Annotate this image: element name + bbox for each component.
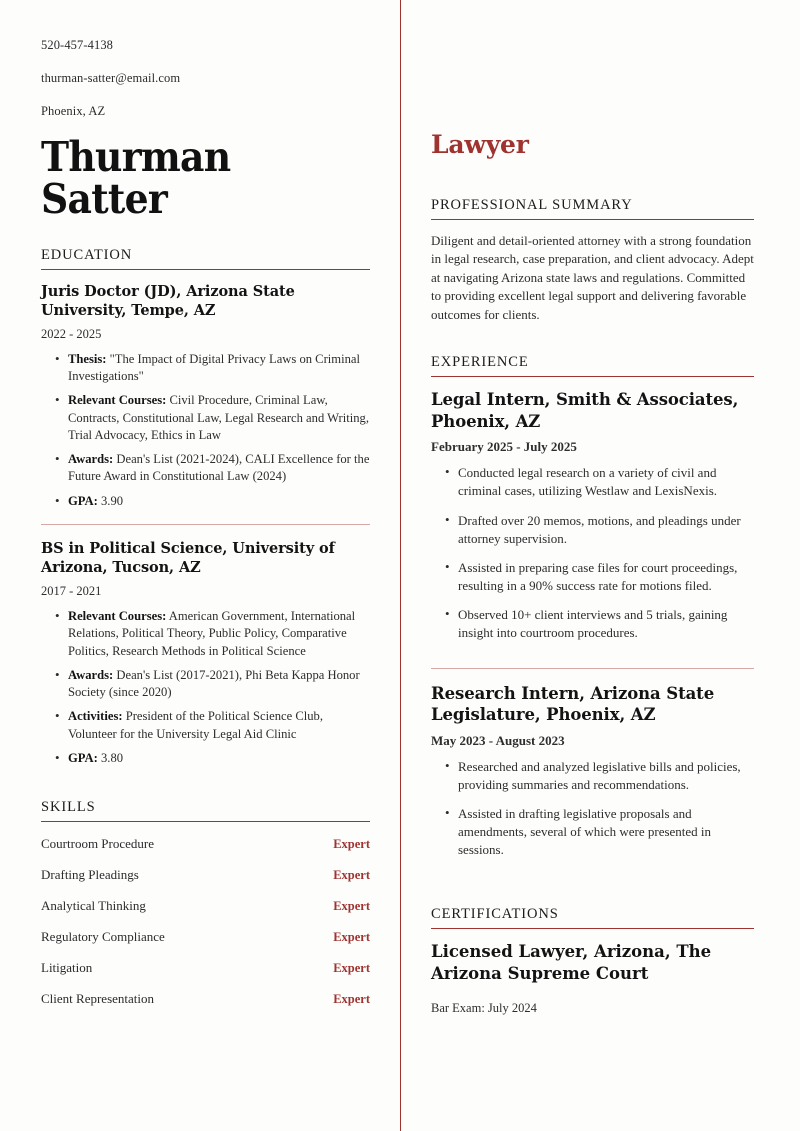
skill-row — [41, 952, 370, 983]
bullet-label: Activities: — [68, 709, 123, 724]
skill-level: Expert — [333, 991, 370, 1006]
bullet-label: GPA: — [68, 750, 98, 765]
bullet-label: Awards: — [68, 452, 114, 467]
skill-name: Drafting Pleadings — [41, 866, 139, 882]
bullet-text: Dean's List (2021-2024), CALI Excellence for the Future Award in Constitutional Law (2024) — [68, 452, 370, 484]
bullet-item — [445, 758, 754, 794]
right-column — [400, 0, 800, 1131]
candidate-last-name: Satter — [41, 174, 167, 223]
skill-name: Regulatory Compliance — [41, 928, 165, 944]
summary-section-header: PROFESSIONAL SUMMARY — [431, 197, 754, 220]
entry-date: 2022 - 2025 — [41, 326, 102, 341]
bullet-text: 3.90 — [97, 493, 124, 508]
job-title: Lawyer — [431, 130, 529, 159]
certifications-section-header: CERTIFICATIONS — [431, 906, 754, 929]
entry-title: Research Intern, Arizona State Legislature, Phoenix, AZ — [431, 683, 715, 725]
entry — [431, 389, 754, 663]
bullet-item — [55, 708, 370, 743]
entry-title: BS in Political Science, University of Arizona, Tucson, AZ — [41, 539, 335, 576]
skill-level: Expert — [333, 929, 370, 944]
skill-name: Litigation — [41, 959, 93, 975]
bullet-text: "The Impact of Digital Privacy Laws on Criminal Investigations" — [68, 351, 360, 384]
entry — [41, 282, 370, 520]
bullet-label: GPA: — [68, 493, 98, 508]
bullet-label: Awards: — [68, 667, 114, 682]
summary-text: Diligent and detail-oriented attorney with a strong foundation in legal research, case preparation, and client advocacy. Adept at navigating Arizona state laws and regulations. Committed to providing excellent legal support and delivering favorable outcomes for clients. — [431, 233, 754, 322]
skills-list — [41, 828, 370, 1014]
bullet-label: Relevant Courses: — [68, 393, 167, 408]
skill-name: Client Representation — [41, 990, 155, 1006]
bullet-item — [55, 667, 370, 702]
skills-section — [41, 799, 370, 1014]
skill-level: Expert — [333, 960, 370, 975]
entry-bullet-list — [445, 758, 754, 860]
summary-section — [431, 197, 754, 324]
entry-date: 2017 - 2021 — [41, 584, 102, 599]
bullet-item — [55, 351, 370, 386]
entry-date: February 2025 - July 2025 — [431, 439, 577, 455]
certification-entry — [431, 941, 754, 1016]
entry-bullet-list — [55, 351, 370, 510]
skills-section-header: SKILLS — [41, 799, 370, 822]
entry-bullet-list — [55, 608, 370, 767]
bullet-item — [55, 451, 370, 486]
skill-row — [41, 983, 370, 1014]
experience-section-header: EXPERIENCE — [431, 354, 754, 377]
bullet-item — [445, 464, 754, 500]
skill-level: Expert — [333, 867, 370, 882]
skill-row — [41, 890, 370, 921]
bullet-text: President of the Political Science Club, Volunteer for the University Legal Aid Clinic — [68, 709, 323, 741]
entry-title: Juris Doctor (JD), Arizona State University, Tempe, AZ — [41, 282, 295, 319]
column-divider — [400, 0, 401, 1131]
skill-level: Expert — [333, 836, 370, 851]
bullet-text: Observed 10+ client interviews and 5 trials, gaining insight into courtroom procedures. — [458, 607, 728, 641]
skill-row — [41, 859, 370, 890]
bullet-text: Assisted in drafting legislative proposals and amendments, several of which were presented in sessions. — [458, 805, 712, 858]
bullet-text: Researched and analyzed legislative bills and policies, providing summaries and recommendations. — [458, 758, 741, 792]
skill-row — [41, 828, 370, 859]
bullet-item — [55, 493, 370, 510]
bullet-text: Dean's List (2017-2021), Phi Beta Kappa Honor Society (since 2020) — [68, 667, 360, 700]
bullet-text: Drafted over 20 memos, motions, and pleadings under attorney supervision. — [458, 512, 741, 546]
skill-level: Expert — [333, 898, 370, 913]
entry — [431, 668, 754, 881]
education-entries — [41, 282, 370, 778]
bullet-item — [445, 805, 754, 860]
bullet-text: 3.80 — [97, 750, 124, 765]
bullet-text: Conducted legal research on a variety of civil and criminal cases, utilizing Westlaw and LexisNexis. — [458, 465, 718, 499]
bullet-text: American Government, International Relations, Political Theory, Public Policy, Comparative Politics, Research Methods in Political Science — [68, 609, 356, 658]
entry-title: Legal Intern, Smith & Associates, Phoenix, AZ — [431, 390, 739, 431]
skill-name: Courtroom Procedure — [41, 835, 155, 851]
bullet-item — [55, 750, 370, 767]
bullet-label: Relevant Courses: — [68, 609, 167, 624]
education-section — [41, 247, 370, 778]
certification-entries — [431, 941, 754, 1016]
bullet-item — [55, 608, 370, 660]
bullet-item — [55, 392, 370, 444]
experience-section — [431, 354, 754, 880]
contact-phone: 520-457-4138 — [41, 38, 114, 52]
entry — [41, 524, 370, 777]
bullet-item — [445, 606, 754, 642]
skill-row — [41, 921, 370, 952]
bullet-item — [445, 512, 754, 548]
contact-location: Phoenix, AZ — [41, 104, 106, 118]
entry-bullet-list — [445, 464, 754, 643]
certifications-section — [431, 906, 754, 1016]
bullet-item — [445, 559, 754, 595]
bullet-text: Assisted in preparing case files for court proceedings, resulting in a 90% success rate for motions filed. — [458, 559, 738, 594]
experience-entries — [431, 389, 754, 880]
bullet-text: Civil Procedure, Criminal Law, Contracts, Constitutional Law, Legal Research and Writing, Trial Advocacy, Ethics in Law — [68, 393, 369, 442]
entry-date: May 2023 - August 2023 — [431, 732, 565, 748]
certification-subtitle: Bar Exam: July 2024 — [431, 1001, 537, 1016]
candidate-first-name: Thurman — [41, 133, 231, 181]
candidate-name — [41, 133, 344, 223]
certification-title: Licensed Lawyer, Arizona, The Arizona Supreme Court — [431, 942, 712, 983]
education-section-header: EDUCATION — [41, 247, 370, 270]
contact-email: thurman-satter@email.com — [41, 71, 181, 85]
bullet-label: Thesis: — [68, 351, 107, 366]
skill-name: Analytical Thinking — [41, 897, 146, 913]
